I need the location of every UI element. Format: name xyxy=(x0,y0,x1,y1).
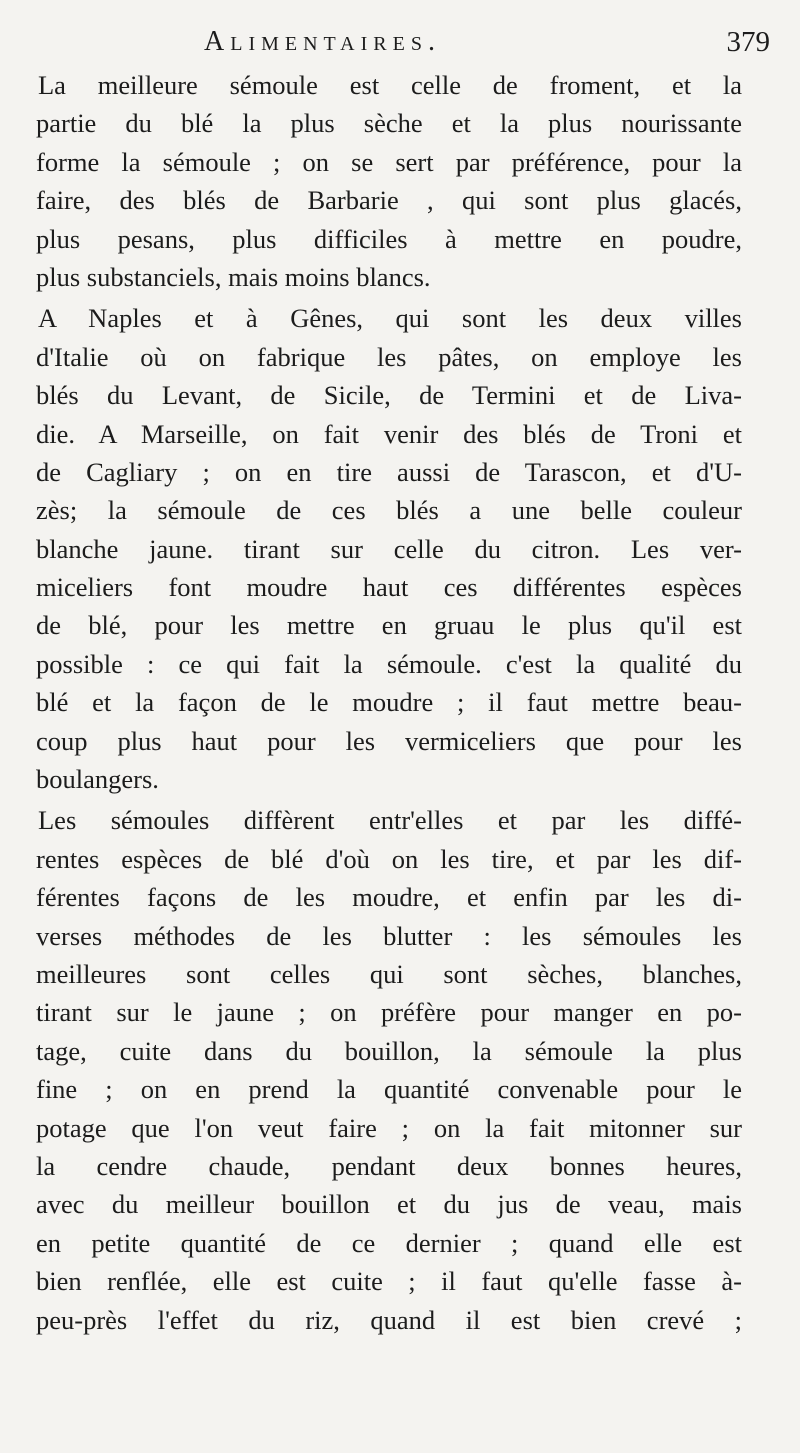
text-line: verses méthodes de les blutter : les sémoules les xyxy=(36,920,742,951)
page-number: 379 xyxy=(726,26,770,58)
text-line: tage, cuite dans du bouillon, la sémoule la plus xyxy=(36,1035,742,1066)
text-line: partie du blé la plus sèche et la plus nourissante xyxy=(36,108,742,139)
paragraph xyxy=(36,299,742,798)
running-head: Alimentaires. xyxy=(204,26,441,57)
text-line: férentes façons de les moudre, et enfin par les di- xyxy=(36,882,742,913)
text-line: faire, des blés de Barbarie , qui sont plus glacés, xyxy=(36,185,742,216)
text-line: bien renflée, elle est cuite ; il faut qu'elle fasse à- xyxy=(36,1266,742,1297)
text-line: blanche jaune. tirant sur celle du citron. Les ver- xyxy=(36,533,742,564)
text-line: zès; la sémoule de ces blés a une belle couleur xyxy=(36,495,742,526)
text-line: miceliers font moudre haut ces différentes espèces xyxy=(36,572,742,603)
text-line: potage que l'on veut faire ; on la fait mitonner sur xyxy=(36,1112,742,1143)
text-line: possible : ce qui fait la sémoule. c'est la qualité du xyxy=(36,648,742,679)
text-line: tirant sur le jaune ; on préfère pour manger en po- xyxy=(36,997,742,1028)
text-line: fine ; on en prend la quantité convenable pour le xyxy=(36,1074,742,1105)
text-line: blé et la façon de le moudre ; il faut mettre beau- xyxy=(36,687,742,718)
text-line: plus pesans, plus difficiles à mettre en poudre, xyxy=(36,223,742,254)
text-line: en petite quantité de ce dernier ; quand elle est xyxy=(36,1227,742,1258)
text-line: de Cagliary ; on en tire aussi de Tarascon, et d'U- xyxy=(36,456,742,487)
text-line: coup plus haut pour les vermiceliers que pour les xyxy=(36,725,742,756)
text-line: Les sémoules diffèrent entr'elles et par les diffé- xyxy=(38,805,742,836)
text-line: La meilleure sémoule est celle de froment, et la xyxy=(38,70,742,100)
page-header xyxy=(0,26,800,60)
text-line: d'Italie où on fabrique les pâtes, on employe les xyxy=(36,341,742,372)
text-line: de blé, pour les mettre en gruau le plus qu'il est xyxy=(36,610,742,641)
text-line: avec du meilleur bouillon et du jus de veau, mais xyxy=(36,1189,742,1220)
text-line: peu-près l'effet du riz, quand il est bien crevé ; xyxy=(36,1304,742,1335)
paragraph xyxy=(36,66,742,296)
text-line: A Naples et à Gênes, qui sont les deux villes xyxy=(38,303,742,334)
text-line: la cendre chaude, pendant deux bonnes heures, xyxy=(36,1150,742,1181)
text-line: forme la sémoule ; on se sert par préférence, pour la xyxy=(36,146,742,177)
text-line: blés du Levant, de Sicile, de Termini et de Liva- xyxy=(36,380,742,411)
text-line: rentes espèces de blé d'où on les tire, et par les dif- xyxy=(36,843,742,874)
text-line: die. A Marseille, on fait venir des blés de Troni et xyxy=(36,418,742,449)
text-line: boulangers. xyxy=(36,764,159,795)
body-text xyxy=(36,66,742,1339)
paragraph xyxy=(36,801,742,1338)
text-line: plus substanciels, mais moins blancs. xyxy=(36,261,431,292)
text-line: meilleures sont celles qui sont sèches, blanches, xyxy=(36,958,742,989)
